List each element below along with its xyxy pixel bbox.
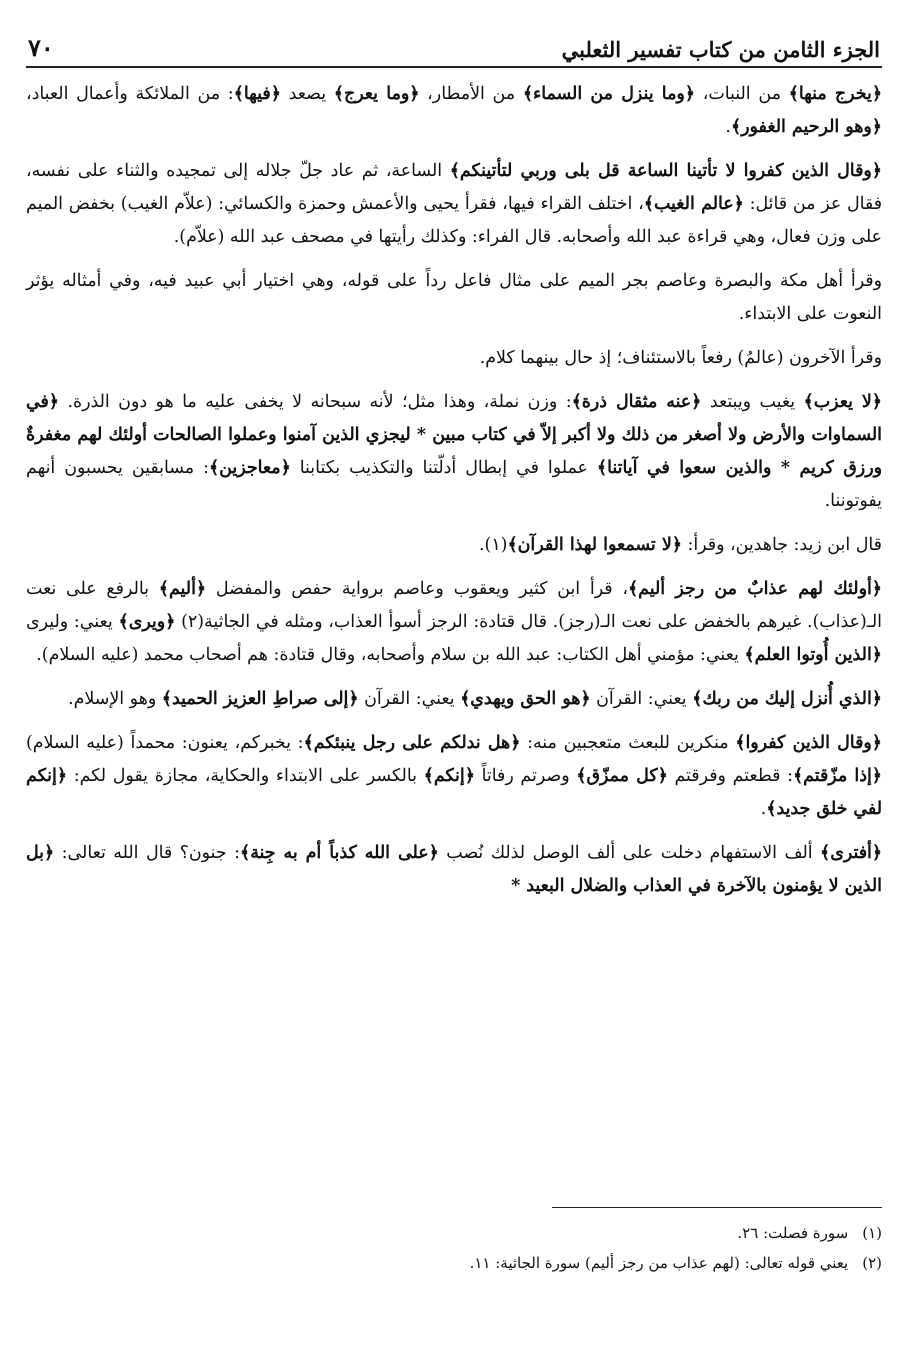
quran-quote: ﴿إنكم﴾ [423,766,475,786]
commentary-text: ، قرأ ابن كثير ويعقوب وعاصم برواية حفص والمفضل [206,579,628,599]
quran-quote: ﴿الذين أُوتوا العلم﴾ [744,645,882,665]
quran-quote: ﴿وما ينزل من السماء﴾ [522,84,695,104]
quran-quote: ﴿أفترى﴾ [820,843,883,863]
commentary-text: منكرين للبعث متعجبين منه: [520,733,736,753]
quran-quote: ﴿على الله كذباً أم به جِنة﴾ [240,843,439,863]
quran-quote: ﴿هل ندلكم على رجل ينبئكم﴾ [303,733,521,753]
commentary-text: من النبات، [695,84,789,104]
quran-quote: ﴿هو الحق ويهدي﴾ [460,689,591,709]
paragraph [26,529,882,562]
commentary-text: . [725,117,731,137]
footnote-text: يعني قوله تعالى: (لهم عذاب من رجز أليم) سورة الجاثية: ١١. [469,1254,849,1272]
page-header [26,24,882,68]
quran-quote: ﴿إلى صراطِ العزيز الحميد﴾ [161,689,359,709]
quran-quote: ﴿معاجزين﴾ [208,458,291,478]
page-number: ٧٠ [28,33,54,62]
commentary-text: : يخبركم، يعنون: محمداً (عليه السلام) [26,733,304,753]
commentary-text: : وزن نملة، وهذا مثل؛ لأنه سبحانه لا يخفى عليه ما هو دون الذرة. [59,392,572,412]
paragraph [26,683,882,716]
commentary-text: (١). [478,535,508,555]
quran-quote: ﴿وقال الذين كفروا﴾ [735,733,882,753]
quran-quote: ﴿لا يعزب﴾ [803,392,882,412]
quran-quote: ﴿ويرى﴾ [118,612,176,632]
commentary-text: بالكسر على الابتداء والحكاية، مجازة يقول لكم: [67,766,424,786]
commentary-text: بالرفع على نعت الـ(عذاب). غيرهم بالخفض على نعت الـ(رجز). قال قتادة: الرجز أسوأ العذاب، ومثله في الجاثية(٢) [26,579,882,632]
footnote [26,1248,882,1278]
commentary-text: من الأمطار، [419,84,523,104]
commentary-text: يعني: القرآن [590,689,693,709]
commentary-text: يعني: وليرى [26,612,119,632]
commentary-text: الساعة، ثم عاد جلّ جلاله إلى تمجيده والثناء على نفسه، فقال عز من قائل: [26,161,883,214]
commentary-text: يصعد [280,84,334,104]
commentary-text: : من الملائكة وأعمال العباد، [26,84,234,104]
paragraph [26,573,882,672]
quran-quote: ﴿بل الذين لا يؤمنون بالآخرة في العذاب والضلال البعيد * [26,843,882,896]
commentary-text: وهو الإسلام. [68,689,162,709]
running-title: الجزء الثامن من كتاب تفسير الثعلبي [561,37,880,62]
commentary-text: : مسابقين يحسبون أنهم يفوتوننا. [26,458,882,511]
quran-quote: ﴿في السماوات والأرض ولا أصغر من ذلك ولا أكبر إلاّ في كتاب مبين * ليجزي الذين آمنوا وعملوا الصالحات أولئك لهم مغفرةٌ ورزق كريم * والذين سعوا في آياتنا﴾ [26,392,882,478]
quran-quote: ﴿عنه مثقال ذرة﴾ [571,392,702,412]
quran-quote: ﴿وقال الذين كفروا لا تأتينا الساعة قل بلى وربي لتأتينكم﴾ [449,161,882,181]
quran-quote: ﴿إنكم لفي خلق جديد﴾ [26,766,882,819]
paragraph [26,727,882,826]
quran-quote: ﴿أولئك لهم عذابٌ من رجز أليم﴾ [627,579,882,599]
commentary-text: : جنون؟ قال الله تعالى: [54,843,240,863]
paragraph [26,837,882,903]
commentary-text: وقرأ أهل مكة والبصرة وعاصم بجر الميم على مثال فاعل رداً على قوله، وهي اختيار أبي عبيد فيه، وفي أمثاله يؤثر النعوت على الابتداء. [26,271,882,324]
commentary-text: عملوا في إبطال أدلّتنا والتكذيب بكتابنا [290,458,597,478]
footnotes [26,1207,882,1278]
quran-quote: ﴿فيها﴾ [233,84,281,104]
commentary-text: ، اختلف القراء فيها، فقرأ يحيى والأعمش وحمزة والكسائي: (علاّم الغيب) بخفض الميم على وزن فعال، وهي قراءة عبد الله وأصحابه. قال الفراء: وكذلك رأيتها في مصحف عبد الله (علاّم). [26,194,882,247]
paragraph [26,386,882,518]
footnote-number: (١) [862,1224,882,1242]
paragraph [26,342,882,375]
commentary-text: وصرتم رفاتاً [474,766,577,786]
commentary-text: يغيب ويبتعد [701,392,804,412]
footnote [26,1218,882,1248]
quran-quote: ﴿وهو الرحيم الغفور﴾ [730,117,882,137]
quran-quote: ﴿الذي أُنزل إليك من ربك﴾ [692,689,882,709]
quran-quote: ﴿يخرج منها﴾ [788,84,883,104]
commentary-text: قال ابن زيد: جاهدين، وقرأ: [681,535,882,555]
paragraph [26,78,882,144]
paragraph [26,265,882,331]
footnote-text: سورة فصلت: ٢٦. [737,1224,849,1242]
commentary-text: يعني: القرآن [358,689,461,709]
quran-quote: ﴿لا تسمعوا لهذا القرآن﴾ [507,535,682,555]
paragraph [26,155,882,254]
quran-quote: ﴿وما يعرج﴾ [333,84,420,104]
commentary-text: يعني: مؤمني أهل الكتاب: عبد الله بن سلام وأصحابه، وقال قتادة: هم أصحاب محمد (عليه السلام). [36,645,745,665]
page-body [26,78,882,903]
footnote-separator [552,1207,882,1208]
footnote-number: (٢) [862,1254,882,1272]
commentary-text: : قطعتم وفرقتم [667,766,793,786]
commentary-text: . [760,799,767,819]
quran-quote: ﴿عالم الغيب﴾ [643,194,744,214]
commentary-text: ألف الاستفهام دخلت على ألف الوصل لذلك نُصب [438,843,821,863]
commentary-text: وقرأ الآخرون (عالمُ) رفعاً بالاستئناف؛ إذ حال بينهما كلام. [479,348,882,368]
quran-quote: ﴿أليم﴾ [158,579,207,599]
quran-quote: ﴿كل ممزّق﴾ [576,766,668,786]
quran-quote: ﴿إذا مزّقتم﴾ [792,766,882,786]
